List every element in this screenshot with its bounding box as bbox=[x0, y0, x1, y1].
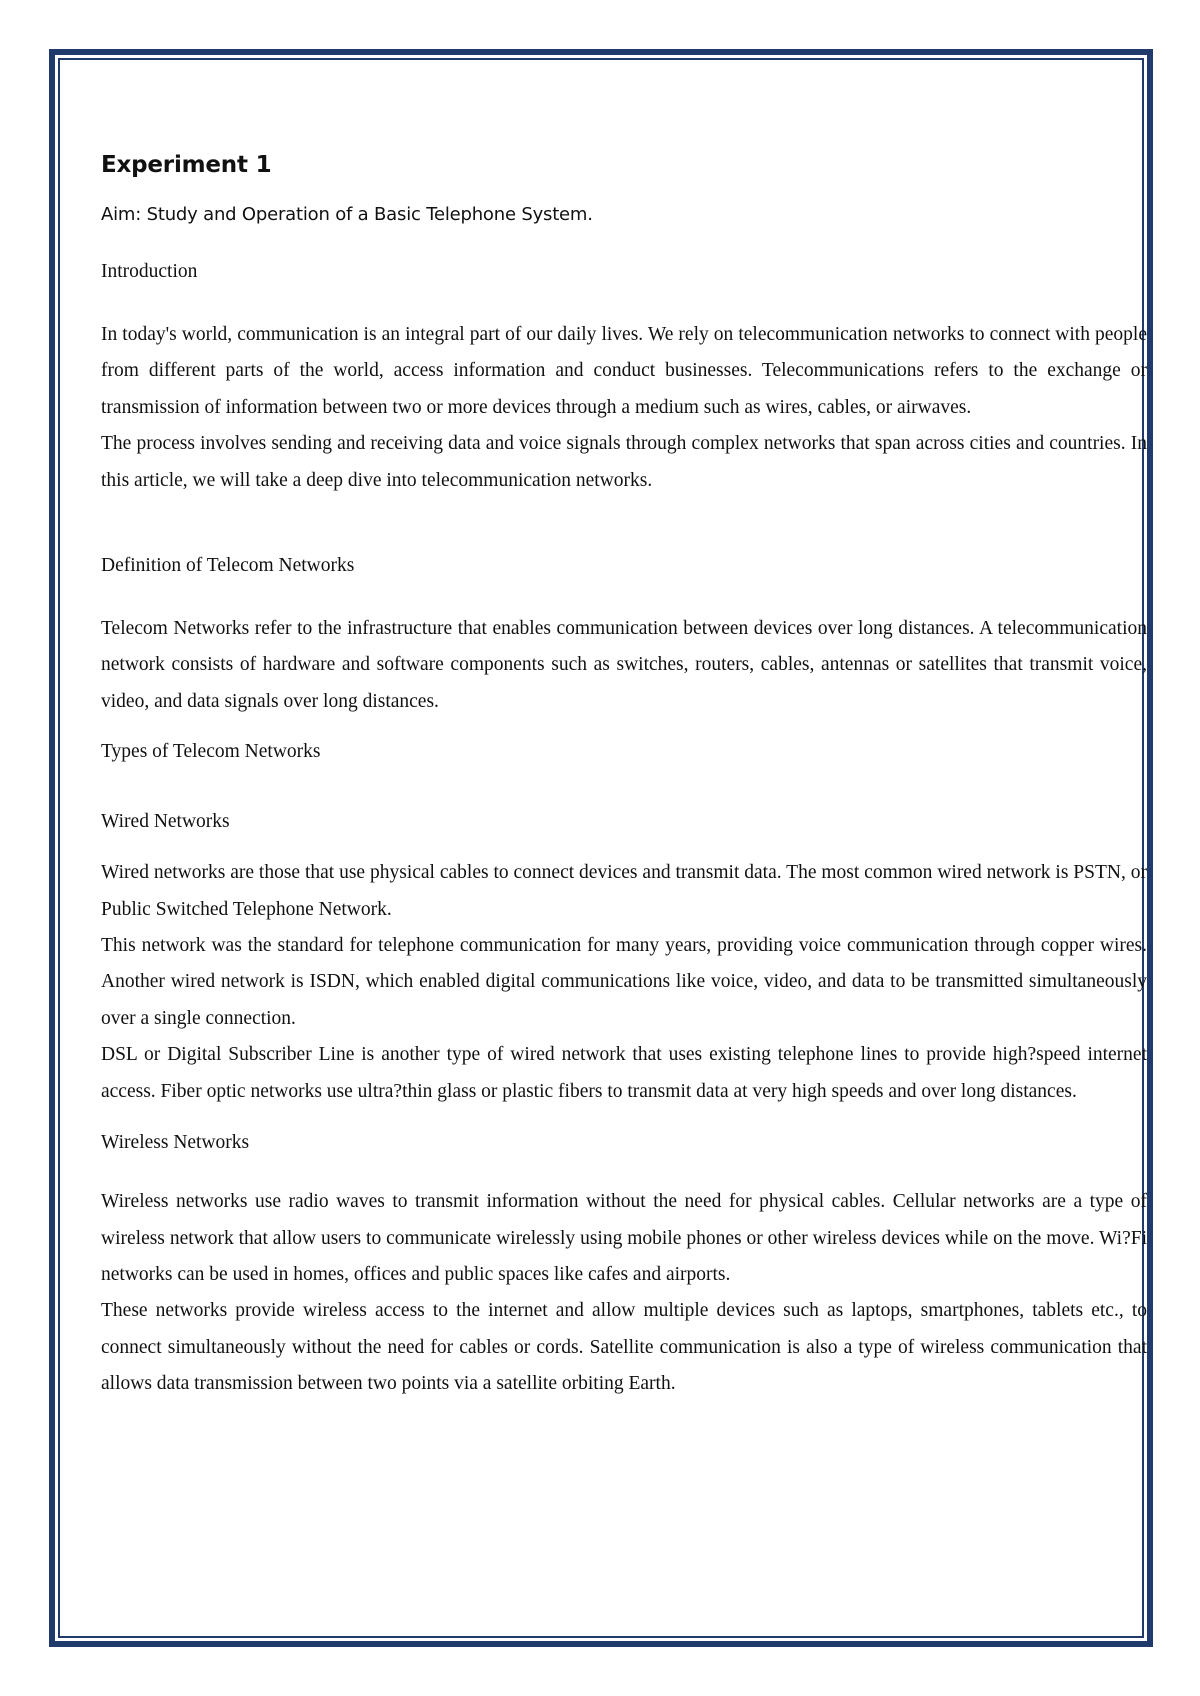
paragraph-wired-1: Wired networks are those that use physical cables to connect devices and transmit data. The most common wired network is PSTN, or Public Switched Telephone Network. bbox=[101, 862, 1147, 920]
section-heading-wired: Wired Networks bbox=[101, 811, 230, 833]
section-heading-wireless: Wireless Networks bbox=[101, 1132, 250, 1154]
paragraph-wireless-2: These networks provide wireless access to the internet and allow multiple devices such as laptops, smartphones, tablets etc., to connect simultaneously without the need for cables or cords. Satellite communication is also a type of wireless communication that allows data transmission between two points via a satellite orbiting Earth. bbox=[101, 1300, 1147, 1395]
document-title: Experiment 1 bbox=[101, 152, 272, 178]
paragraph-introduction-1: In today's world, communication is an integral part of our daily lives. We rely on telecommunication networks to connect with people from different parts of the world, access information and conduct businesses. Telecommunications refers to the exchange or transmission of information between two or more devices through a medium such as wires, cables, or airwaves. bbox=[101, 324, 1147, 418]
paragraph-wired-2: This network was the standard for telephone communication for many years, providing voice communication through copper wires. Another wired network is ISDN, which enabled digital communications like voice, video, and data to be transmitted simultaneously over a single connection. bbox=[101, 935, 1147, 1029]
paragraph-definition-1: Telecom Networks refer to the infrastructure that enables communication between devices over long distances. A telecommunication network consists of hardware and software components such as switches, routers, cables, antennas or satellites that transmit voice, video, and data signals over long distances. bbox=[101, 618, 1147, 712]
section-heading-types: Types of Telecom Networks bbox=[101, 741, 321, 763]
section-heading-definition: Definition of Telecom Networks bbox=[101, 555, 355, 577]
paragraph-wired-3: DSL or Digital Subscriber Line is another type of wired network that uses existing telephone lines to provide high?speed internet access. Fiber optic networks use ultra?thin glass or plastic fibers to transmit data at very high speeds and over long distances. bbox=[101, 1044, 1147, 1102]
section-heading-introduction: Introduction bbox=[101, 261, 198, 282]
paragraph-wireless-1: Wireless networks use radio waves to transmit information without the need for physical cables. Cellular networks are a type of wireless network that allow users to communicate wirelessly using mobile phones or other wireless devices while on the move. Wi?Fi networks can be used in homes, offices and public spaces like cafes and airports. bbox=[101, 1191, 1147, 1285]
aim-line: Aim: Study and Operation of a Basic Telephone System. bbox=[101, 204, 593, 225]
paragraph-introduction-2: The process involves sending and receiving data and voice signals through complex networks that span across cities and countries. In this article, we will take a deep dive into telecommunication networks. bbox=[101, 433, 1147, 491]
document-body bbox=[101, 146, 1147, 1403]
